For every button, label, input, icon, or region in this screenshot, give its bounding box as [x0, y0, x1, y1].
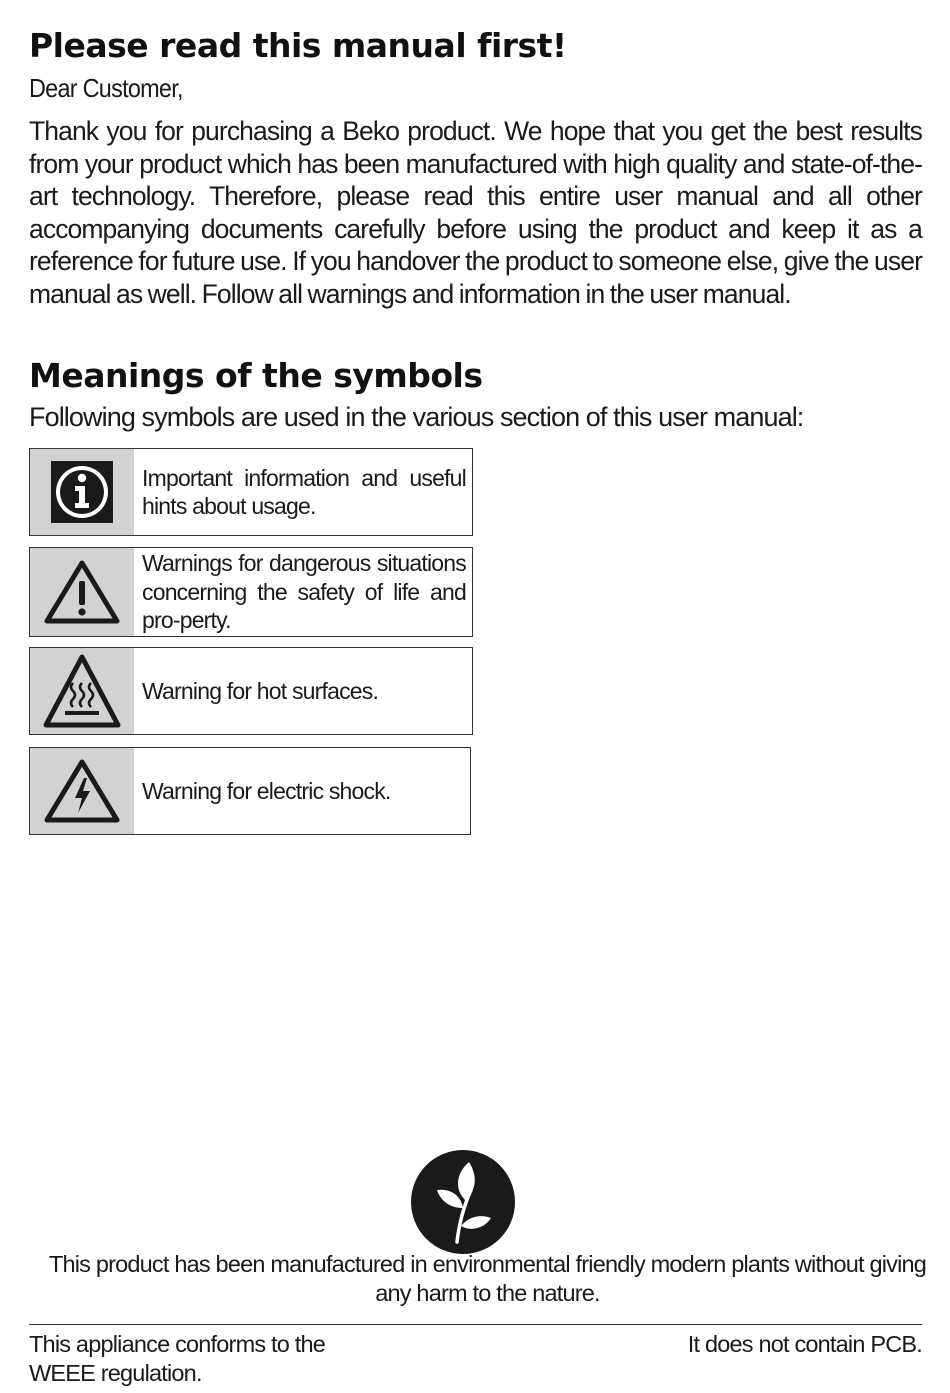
symbol-text: Warnings for dangerous situations concerning the safety of life and pro-perty. — [142, 550, 466, 634]
symbols-title: Meanings of the symbols — [29, 356, 483, 395]
page-title: Please read this manual first! — [29, 26, 567, 65]
symbols-lead: Following symbols are used in the various section of this user manual: — [29, 402, 804, 432]
intro-paragraph: Thank you for purchasing a Beko product. We hope that you get the best results from your product which has been manufactured with high quality and state-of-the-art technology. Therefore, please read this entire user manual and all other accompanying documents carefully before using the product and keep it as a reference for future use. If you handover the product to someone else, give the user manual as well. Follow all warnings and information in the user manual. — [29, 116, 922, 309]
pcb-statement: It does not contain PCB. — [687, 1331, 922, 1357]
leaf-icon — [411, 1150, 515, 1254]
info-icon — [30, 449, 134, 535]
symbol-row-warning — [29, 547, 473, 637]
footer-divider — [29, 1324, 922, 1325]
weee-statement: This appliance conforms to the WEEE regulation. — [29, 1331, 326, 1386]
eco-statement: This product has been manufactured in environmental friendly modern plants without giving any harm to the nature. — [48, 1251, 927, 1306]
symbol-text: Warning for electric shock. — [142, 777, 391, 804]
manual-page — [29, 0, 927, 1393]
symbol-row-hot-surface — [29, 647, 473, 735]
symbol-text: Important information and useful hints about usage. — [142, 464, 466, 519]
symbol-text: Warning for hot surfaces. — [142, 677, 379, 704]
electric-shock-icon — [30, 748, 134, 834]
symbol-row-info — [29, 448, 473, 536]
warning-icon — [30, 548, 134, 636]
symbol-row-electric-shock — [29, 747, 471, 835]
greeting: Dear Customer, — [29, 73, 183, 103]
hot-surface-icon — [30, 648, 134, 734]
